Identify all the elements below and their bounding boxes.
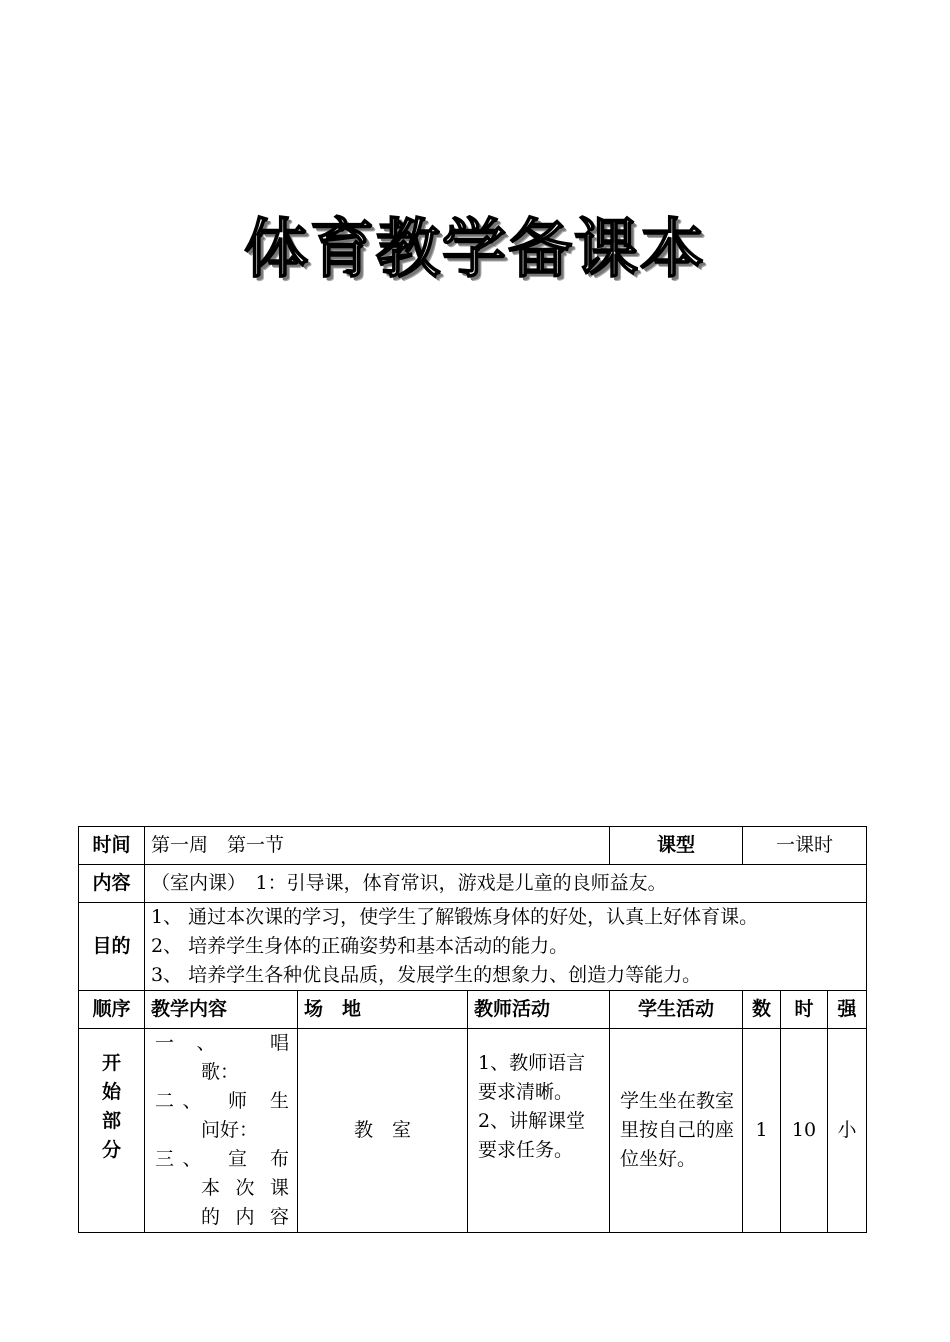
section-content	[145, 1029, 298, 1233]
content-line: 三、 宣 布	[155, 1148, 289, 1170]
content-value: （室内课） 1：引导课，体育常识，游戏是儿童的良师益友。	[145, 865, 867, 903]
goal-item: 1、 通过本次课的学习，使学生了解锻炼身体的好处，认真上好体育课。	[151, 906, 759, 928]
content-line: 一、 唱	[155, 1032, 289, 1054]
time-label: 时间	[79, 827, 145, 865]
goal-item: 2、 培养学生身体的正确姿势和基本活动的能力。	[151, 935, 569, 957]
goal-item: 3、 培养学生各种优良品质，发展学生的想象力、创造力等能力。	[151, 964, 702, 986]
section-name	[79, 1029, 145, 1233]
section-name-char: 分	[101, 1139, 121, 1161]
content-line: 的 内 容	[201, 1206, 289, 1228]
goal-row	[79, 903, 867, 991]
section-name-char: 始	[101, 1081, 121, 1103]
section-teacher-activity	[468, 1029, 610, 1233]
content-line: 歌：	[201, 1061, 240, 1083]
header-student-activity: 学生活动	[610, 991, 743, 1029]
teacher-line: 2、讲解课堂	[478, 1110, 586, 1132]
teacher-line: 要求任务。	[478, 1139, 574, 1161]
content-line: 二、 师 生	[155, 1090, 289, 1112]
section-intensity: 小	[828, 1029, 867, 1233]
header-venue: 场 地	[298, 991, 468, 1029]
header-intensity: 强	[828, 991, 867, 1029]
section-student-activity: 学生坐在教室里按自己的座位坐好。	[610, 1029, 743, 1233]
goal-list	[145, 903, 867, 991]
section-venue: 教 室	[298, 1029, 468, 1233]
section-name-char: 开	[101, 1052, 121, 1074]
page-title: 体育教学备课本	[244, 213, 706, 287]
header-teacher-activity: 教师活动	[468, 991, 610, 1029]
content-line: 本 次 课	[201, 1177, 289, 1199]
column-header-row	[79, 991, 867, 1029]
content-line: 问好：	[201, 1119, 259, 1141]
opening-section-row	[79, 1029, 867, 1233]
goal-label: 目的	[79, 903, 145, 991]
time-value: 第一周 第一节	[145, 827, 610, 865]
content-row	[79, 865, 867, 903]
header-time: 时	[781, 991, 828, 1029]
lesson-plan-table	[78, 826, 867, 1233]
header-count: 数	[743, 991, 781, 1029]
content-label: 内容	[79, 865, 145, 903]
teacher-line: 要求清晰。	[478, 1081, 574, 1103]
section-time: 10	[781, 1029, 828, 1233]
header-content: 教学内容	[145, 991, 298, 1029]
teacher-line: 1、教师语言	[478, 1052, 586, 1074]
header-order: 顺序	[79, 991, 145, 1029]
lesson-type-value: 一课时	[743, 827, 867, 865]
section-name-char: 部	[101, 1110, 121, 1132]
section-count: 1	[743, 1029, 781, 1233]
lesson-type-label: 课型	[610, 827, 743, 865]
time-row	[79, 827, 867, 865]
